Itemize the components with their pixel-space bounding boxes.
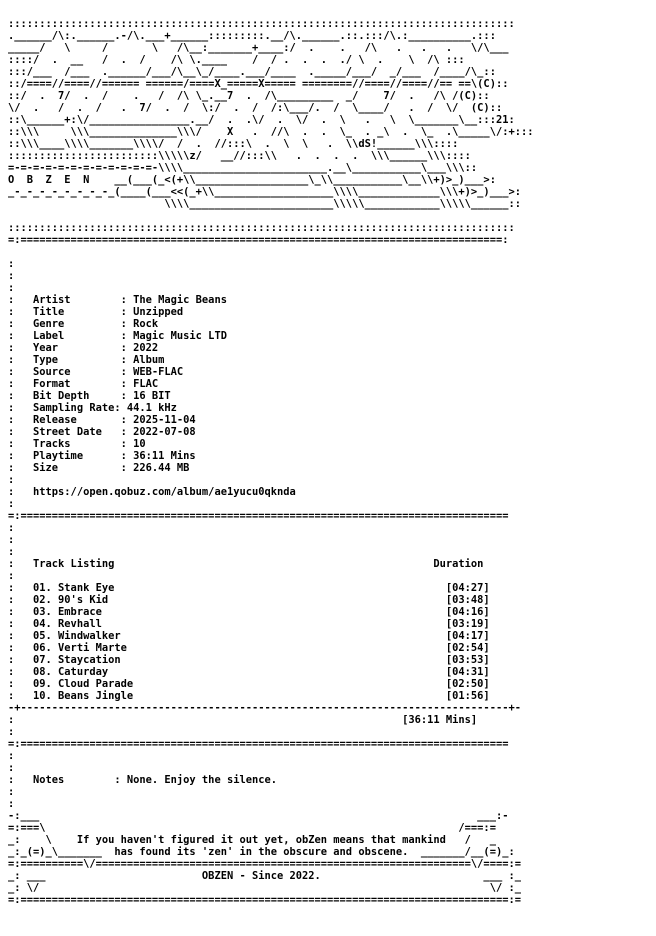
nfo-line: : [8,498,15,510]
nfo-line: : Notes : None. Enjoy the silence. [8,774,277,786]
nfo-line: : 07. Staycation [03:53] [8,654,490,666]
nfo-line: _-_-_-_-_-_-_-_-_(____(___<<(_+\\___________________\\\\_____________\\\+)>_)___>: [8,186,521,198]
nfo-line: : [8,258,15,270]
nfo-line: : Genre : Rock [8,318,159,330]
nfo-line: : Bit Depth : 16 BIT [8,390,171,402]
nfo-line: : [8,786,15,798]
nfo-line: \/ . / . / . 7/ . / \:/ . / /:\___/. / \____/ . / \/ (C):: [8,102,503,114]
nfo-line: : Sampling Rate: 44.1 kHz [8,402,177,414]
nfo-line: : Title : Unzipped [8,306,184,318]
nfo-line: ::::::::::::::::::::::::::::::::::::::::::::::::::::::::::::::::::::::::::::::::: [8,18,515,30]
nfo-line: _: \/ \/ :_ [8,882,521,894]
nfo-line: : 09. Cloud Parade [02:50] [8,678,490,690]
nfo-line: ::::/ . __ / . / /\ \.____ / / . . . ./ \ . \ /\ ::: [8,54,465,66]
nfo-line: : 02. 90's Kid [03:48] [8,594,490,606]
nfo-line: =:============================================================================== [8,738,509,750]
nfo-line: _____/ \ / \ /\__:_______+____:/ . . /\ . . . \/\___ [8,42,509,54]
nfo-line [8,210,648,222]
nfo-line: : Street Date : 2022-07-08 [8,426,196,438]
nfo-line [8,246,648,258]
nfo-line: ::\______+:\/________________.__/ . .\/ . \/ . \ . \ \_______\__:::21: [8,114,515,126]
nfo-line: : Track Listing Duration [8,558,484,570]
nfo-line: : Size : 226.44 MB [8,462,190,474]
nfo-line: =:============================================================================== [8,510,509,522]
nfo-line: : [8,534,15,546]
nfo-line: : 01. Stank Eye [04:27] [8,582,490,594]
nfo-line: =:=============================================================================: [8,234,509,246]
nfo-line: ::/====//====//====== ======/====X_=====X===== ========//====//====//== ==\(C):: [8,78,509,90]
nfo-line: : Artist : The Magic Beans [8,294,227,306]
nfo-line: =-=-=-=-=-=-=-=-=-=-=-=-\\\\_______________________.__\___________\___\\\:: [8,162,478,174]
nfo-line: : 05. Windwalker [04:17] [8,630,490,642]
nfo-line: _: ___ OBZEN - Since 2022. ___ :_ [8,870,521,882]
nfo-line: : Playtime : 36:11 Mins [8,450,196,462]
nfo-line: : 08. Caturday [04:31] [8,666,490,678]
nfo-line: : [8,282,15,294]
nfo-line: _: \ If you haven't figured it out yet, obZen means that mankind / _ [8,834,496,846]
nfo-document [8,18,648,906]
nfo-line: O B Z E N __(___(_<(+\\__________________\_\\___________\__\\+)>_)___>: [8,174,496,186]
nfo-line: : [8,726,15,738]
nfo-line: : 04. Revhall [03:19] [8,618,490,630]
nfo-line: : Label : Magic Music LTD [8,330,227,342]
nfo-line: : Release : 2025-11-04 [8,414,196,426]
nfo-line: =:==========\/============================================================\/====:= [8,858,521,870]
nfo-line: =:==============================================================================:= [8,894,521,906]
nfo-line: : [8,750,15,762]
nfo-line: : [8,522,15,534]
nfo-line: : [8,762,15,774]
nfo-line: : 10. Beans Jingle [01:56] [8,690,490,702]
nfo-line: : 06. Verti Marte [02:54] [8,642,490,654]
nfo-line: ::/ . 7/ . / . / /\ \_.__7 . /\_________ _/ 7/ . /\ /(C):: [8,90,490,102]
nfo-line: : Format : FLAC [8,378,159,390]
nfo-line: ::::::::::::::::::::::::\\\\\z/ __//:::\\ . . . . \\\______\\\:::: [8,150,471,162]
nfo-line: : [8,798,15,810]
nfo-line: : [8,474,15,486]
nfo-line: .______/\:.______.-/\.___+______:::::::::.__/\.______.::.:::/\.:__________.::: [8,30,496,42]
nfo-line: : Type : Album [8,354,165,366]
nfo-line: =:===\ /===:= [8,822,496,834]
nfo-line: :::/___ /___ .______/___/\__\_/____.___/____ ._____/___/ _/___ /____/\_:: [8,66,496,78]
nfo-line: -+------------------------------------------------------------------------------+- [8,702,521,714]
nfo-line: -:___ ___:- [8,810,509,822]
nfo-line: : https://open.qobuz.com/album/ae1yucu0qknda [8,486,296,498]
nfo-line: _:_(=)_\_______ has found its 'zen' in the obscure and obscene. _______/__(=)_: [8,846,515,858]
nfo-line: \\\\_______________________\\\\\____________\\\\\______:: [8,198,521,210]
nfo-line: ::::::::::::::::::::::::::::::::::::::::::::::::::::::::::::::::::::::::::::::::: [8,222,515,234]
nfo-line: : Year : 2022 [8,342,159,354]
nfo-line: : [8,570,15,582]
nfo-line: : [8,270,15,282]
nfo-line: : Tracks : 10 [8,438,146,450]
nfo-line: : 03. Embrace [04:16] [8,606,490,618]
nfo-line: ::\\\ \\\______________\\\/ X . //\ . . \_ . _\ . \_ .\_____\/:+::: [8,126,534,138]
nfo-line: ::\\\____\\\\_______\\\\/ / . //:::\ . \ \ . \\dS!______\\\:::: [8,138,459,150]
nfo-line: : [36:11 Mins] [8,714,478,726]
nfo-line: : [8,546,15,558]
nfo-line: : Source : WEB-FLAC [8,366,184,378]
